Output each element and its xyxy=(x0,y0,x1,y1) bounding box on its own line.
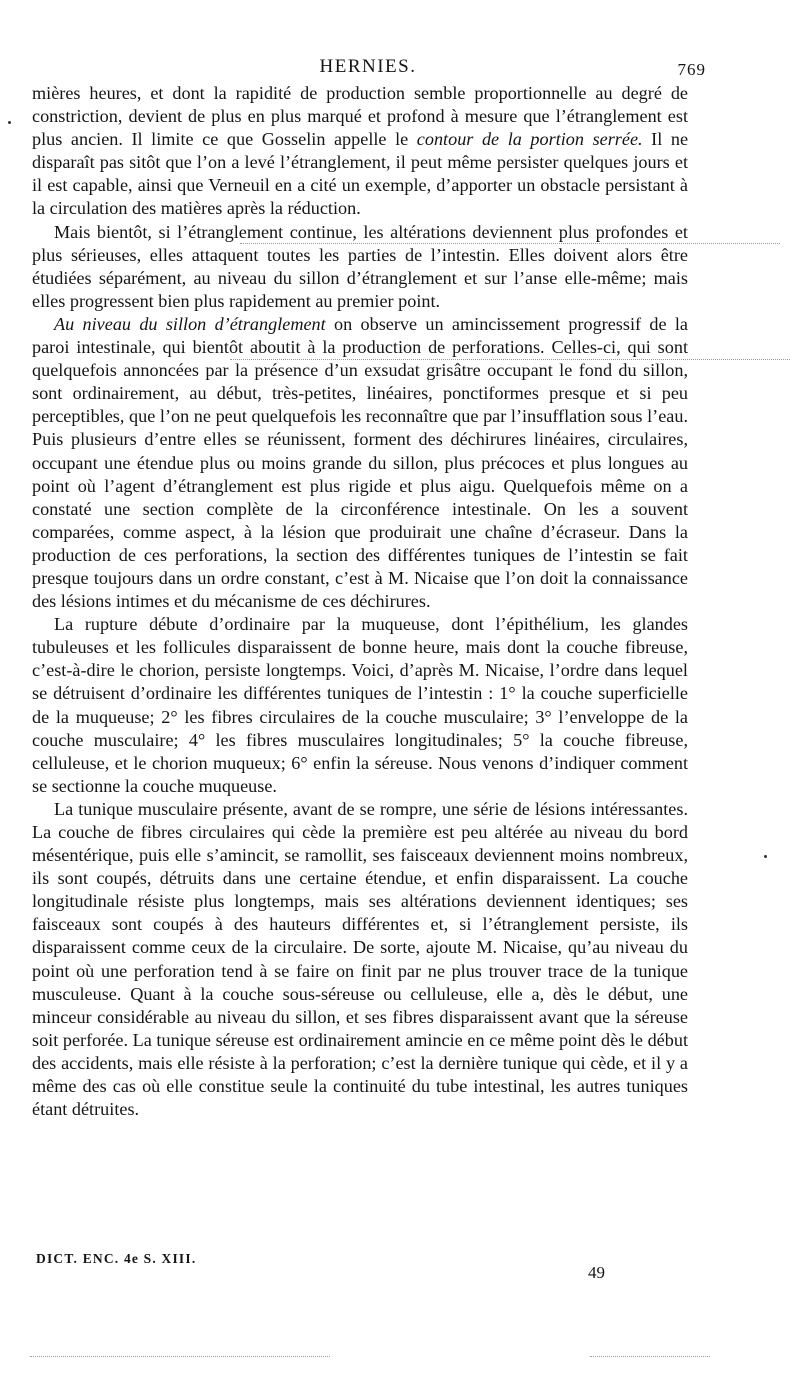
bleed-through-mark xyxy=(30,1356,330,1358)
text-run: La rupture débute d’ordinaire par la muqueuse, dont l’épithélium, les glandes tubuleuses et les follicules disparaissent de bonne heure, mais dont la couche fibreuse, c’est-à-dire le chorion, persiste longtemps. Voici, d’après M. Nicaise, l’ordre dans lequel se détruisent d’ordinaire les différentes tuniques de l’intestin : 1° la couche superficielle de la muqueuse; 2° les fibres circulaires de la couche musculaire; 3° l’enveloppe de la couche musculaire; 4° les fibres musculaires longitudinales; 5° la couche fibreuse, celluleuse, et le chorion muqueux; 6° enfin la séreuse. Nous venons d’indiquer comment se sectionne la couche muqueuse. xyxy=(32,614,688,796)
paragraph xyxy=(32,313,688,613)
italic-phrase: contour de la portion serrée. xyxy=(416,129,643,150)
paragraph xyxy=(32,221,688,313)
italic-phrase: Au niveau du sillon d’étranglement xyxy=(54,313,326,334)
bleed-through-mark xyxy=(240,243,780,245)
page-number: 769 xyxy=(677,60,706,79)
signature-mark: 49 xyxy=(588,1263,605,1282)
text-run: La tunique musculaire présente, avant de se rompre, une série de lésions intéressantes. La couche de fibres circulaires qui cède la première est peu altérée au niveau du bord mésentérique, puis elle s’amincit, se ramollit, ses faisceaux deviennent moins nombreux, ils sont coupés, détruits dans une certaine étendue, et enfin disparaissent. La couche longitudinale résiste plus longtemps, mais ses altérations deviennent identiques; ses faisceaux sont coupés à des hauteurs différentes et, si l’étranglement persiste, ils disparaissent comme ceux de la circulaire. De sorte, ajoute M. Nicaise, qu’au niveau du point où une perforation tend à se faire on finit par ne plus trouver trace de la tunique musculeuse. Quant à la couche sous-séreuse ou celluleuse, elle a, dès le début, une minceur considérable au niveau du sillon, et ses fibres disparaissent avant que la séreuse soit perforée. La tunique séreuse est ordinairement amincie en ce même point dès le début des accidents, mais elle résiste à la perforation; c’est la dernière tunique qui cède, et il y a même des cas où elle constitue seule la continuité du tube intestinal, les autres tuniques étant détruites. xyxy=(32,798,688,1120)
text-run: on observe un amincissement progressif de la paroi intestinale, qui bientôt aboutit à la production de perforations. Celles-ci, qui sont quelquefois annoncées par la présence d’un exsudat grisâtre occupant le fond du sillon, sont ordinairement, au début, très-petites, linéaires, ponctiformes presque et si peu perceptibles, que l’on ne peut quelquefois les reconnaître que par l’insufflation sous l’eau. Puis plusieurs d’entre elles se réunissent, forment des déchirures linéaires, circulaires, occupant une étendue plus ou moins grande du sillon, plus précoces et plus longues au point où l’agent d’étranglement est plus rigide et plus aigu. Quelquefois même on a constaté une section complète de la circonférence intestinale. On les a souvent comparées, comme aspect, à la lésion que produirait une chaîne d’écraseur. Dans la production de ces perforations, la section des différentes tuniques de l’intestin se fait presque toujours dans un ordre constant, c’est à M. Nicaise que l’on doit la connaissance des lésions intimes et du mécanisme de ces déchirures. xyxy=(32,313,688,612)
text-run: mières heures, et dont la rapidité de production semble proportionnelle au degré de constriction, devient de plus en plus marqué et profond à mesure que l’étranglement est plus ancien. Il limite ce que Gosselin appelle le xyxy=(32,83,688,150)
running-head xyxy=(30,56,706,80)
bleed-through-mark xyxy=(590,1356,710,1358)
paragraph xyxy=(32,82,688,221)
text-run: Mais bientôt, si l’étranglement continue, les altérations deviennent plus profondes et plus sérieuses, elles attaquent toutes les parties de l’intestin. Elles doivent alors être étudiées séparément, au niveau du sillon d’étranglement et sur l’anse elle-même; mais elles progressent bien plus rapidement au premier point. xyxy=(32,221,688,311)
running-title: HERNIES. xyxy=(319,56,417,77)
footer-citation: DICT. ENC. 4e S. XIII. xyxy=(36,1251,197,1266)
paragraph xyxy=(32,613,688,798)
margin-speck xyxy=(8,121,11,124)
text-run: Il ne disparaît pas sitôt que l’on a levé l’étranglement, il peut même persister quelques jours et il est capable, ainsi que Verneuil en a cité un exemple, d’apporter un obstacle persistant à la circulation des matières après la réduction. xyxy=(32,129,689,219)
paragraph xyxy=(32,798,688,1121)
bleed-through-mark xyxy=(230,359,790,361)
margin-speck xyxy=(764,855,767,858)
body-text xyxy=(32,82,688,1121)
